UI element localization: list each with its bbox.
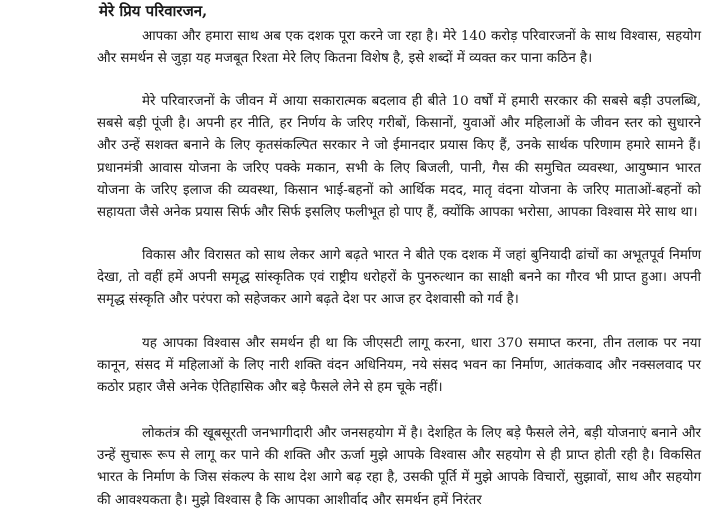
letter-paragraph-5: लोकतंत्र की खूबसूरती जनभागीदारी और जनसहयोग में है। देशहित के लिए बड़े फैसले लेने, बड़ी योजनाएं बनाने और उन्हें सुचारू रूप से लागू कर पाने की शक्ति और ऊर्जा मुझे आपके विश्वास और सहयोग से ही प्राप्त होती रही है। विकसित भारत के निर्माण के जिस संकल्प के साथ देश आगे बढ़ रहा है, उसकी पूर्ति में मुझे आपके विचारों, सुझावों, साथ और सहयोग की आवश्यकता है। मुझे विश्वास है कि आपका आशीर्वाद और समर्थन हमें निरंतर	[97, 426, 701, 508]
letter-salutation: मेरे प्रिय परिवारजन,	[99, 2, 208, 20]
letter-paragraph-4: यह आपका विश्वास और समर्थन ही था कि जीएसटी लागू करना, धारा 370 समाप्त करना, तीन तलाक पर नया कानून, संसद में महिलाओं के लिए नारी शक्ति वंदन अधिनियम, नये संसद भवन का निर्माण, आतंकवाद और नक्सलवाद पर कठोर प्रहार जैसे अनेक ऐतिहासिक और बड़े फैसले लेने से हम चूके नहीं।	[97, 336, 701, 396]
letter-paragraph-1: आपका और हमारा साथ अब एक दशक पूरा करने जा रहा है। मेरे 140 करोड़ परिवारजनों के साथ विश्वास, सहयोग और समर्थन से जुड़ा यह मजबूत रिश्ता मेरे लिए कितना विशेष है, इसे शब्दों में व्यक्त कर पाना कठिन है।	[97, 29, 701, 67]
letter-paragraph-3: विकास और विरासत को साथ लेकर आगे बढ़ते भारत ने बीते एक दशक में जहां बुनियादी ढांचों का अभूतपूर्व निर्माण देखा, तो वहीं हमें अपनी समृद्ध सांस्कृतिक एवं राष्ट्रीय धरोहरों के पुनरुत्थान का साक्षी बनने का गौरव भी प्राप्त हुआ। अपनी समृद्ध संस्कृति और परंपरा को सहेजकर आगे बढ़ते देश पर आज हर देशवासी को गर्व है।	[97, 248, 701, 308]
letter-paragraph-2: मेरे परिवारजनों के जीवन में आया सकारात्मक बदलाव ही बीते 10 वर्षों में हमारी सरकार की सबसे बड़ी उपलब्धि, सबसे बड़ी पूंजी है। अपनी हर नीति, हर निर्णय के जरिए गरीबों, किसानों, युवाओं और महिलाओं के जीवन स्तर को सुधारने और उन्हें सशक्त बनाने के लिए कृतसंकल्पित सरकार ने जो ईमानदार प्रयास किए हैं, उनके सार्थक परिणाम हमारे सामने हैं। प्रधानमंत्री आवास योजना के जरिए पक्के मकान, सभी के लिए बिजली, पानी, गैस की समुचित व्यवस्था, आयुष्मान भारत योजना के जरिए इलाज की व्यवस्था, किसान भाई-बहनों को आर्थिक मदद, मातृ वंदना योजना के जरिए माताओं-बहनों को सहायता जैसे अनेक प्रयास सिर्फ और सिर्फ इसलिए फलीभूत हो पाए हैं, क्योंकि आपका भरोसा, आपका विश्वास मेरे साथ था।	[97, 94, 701, 221]
